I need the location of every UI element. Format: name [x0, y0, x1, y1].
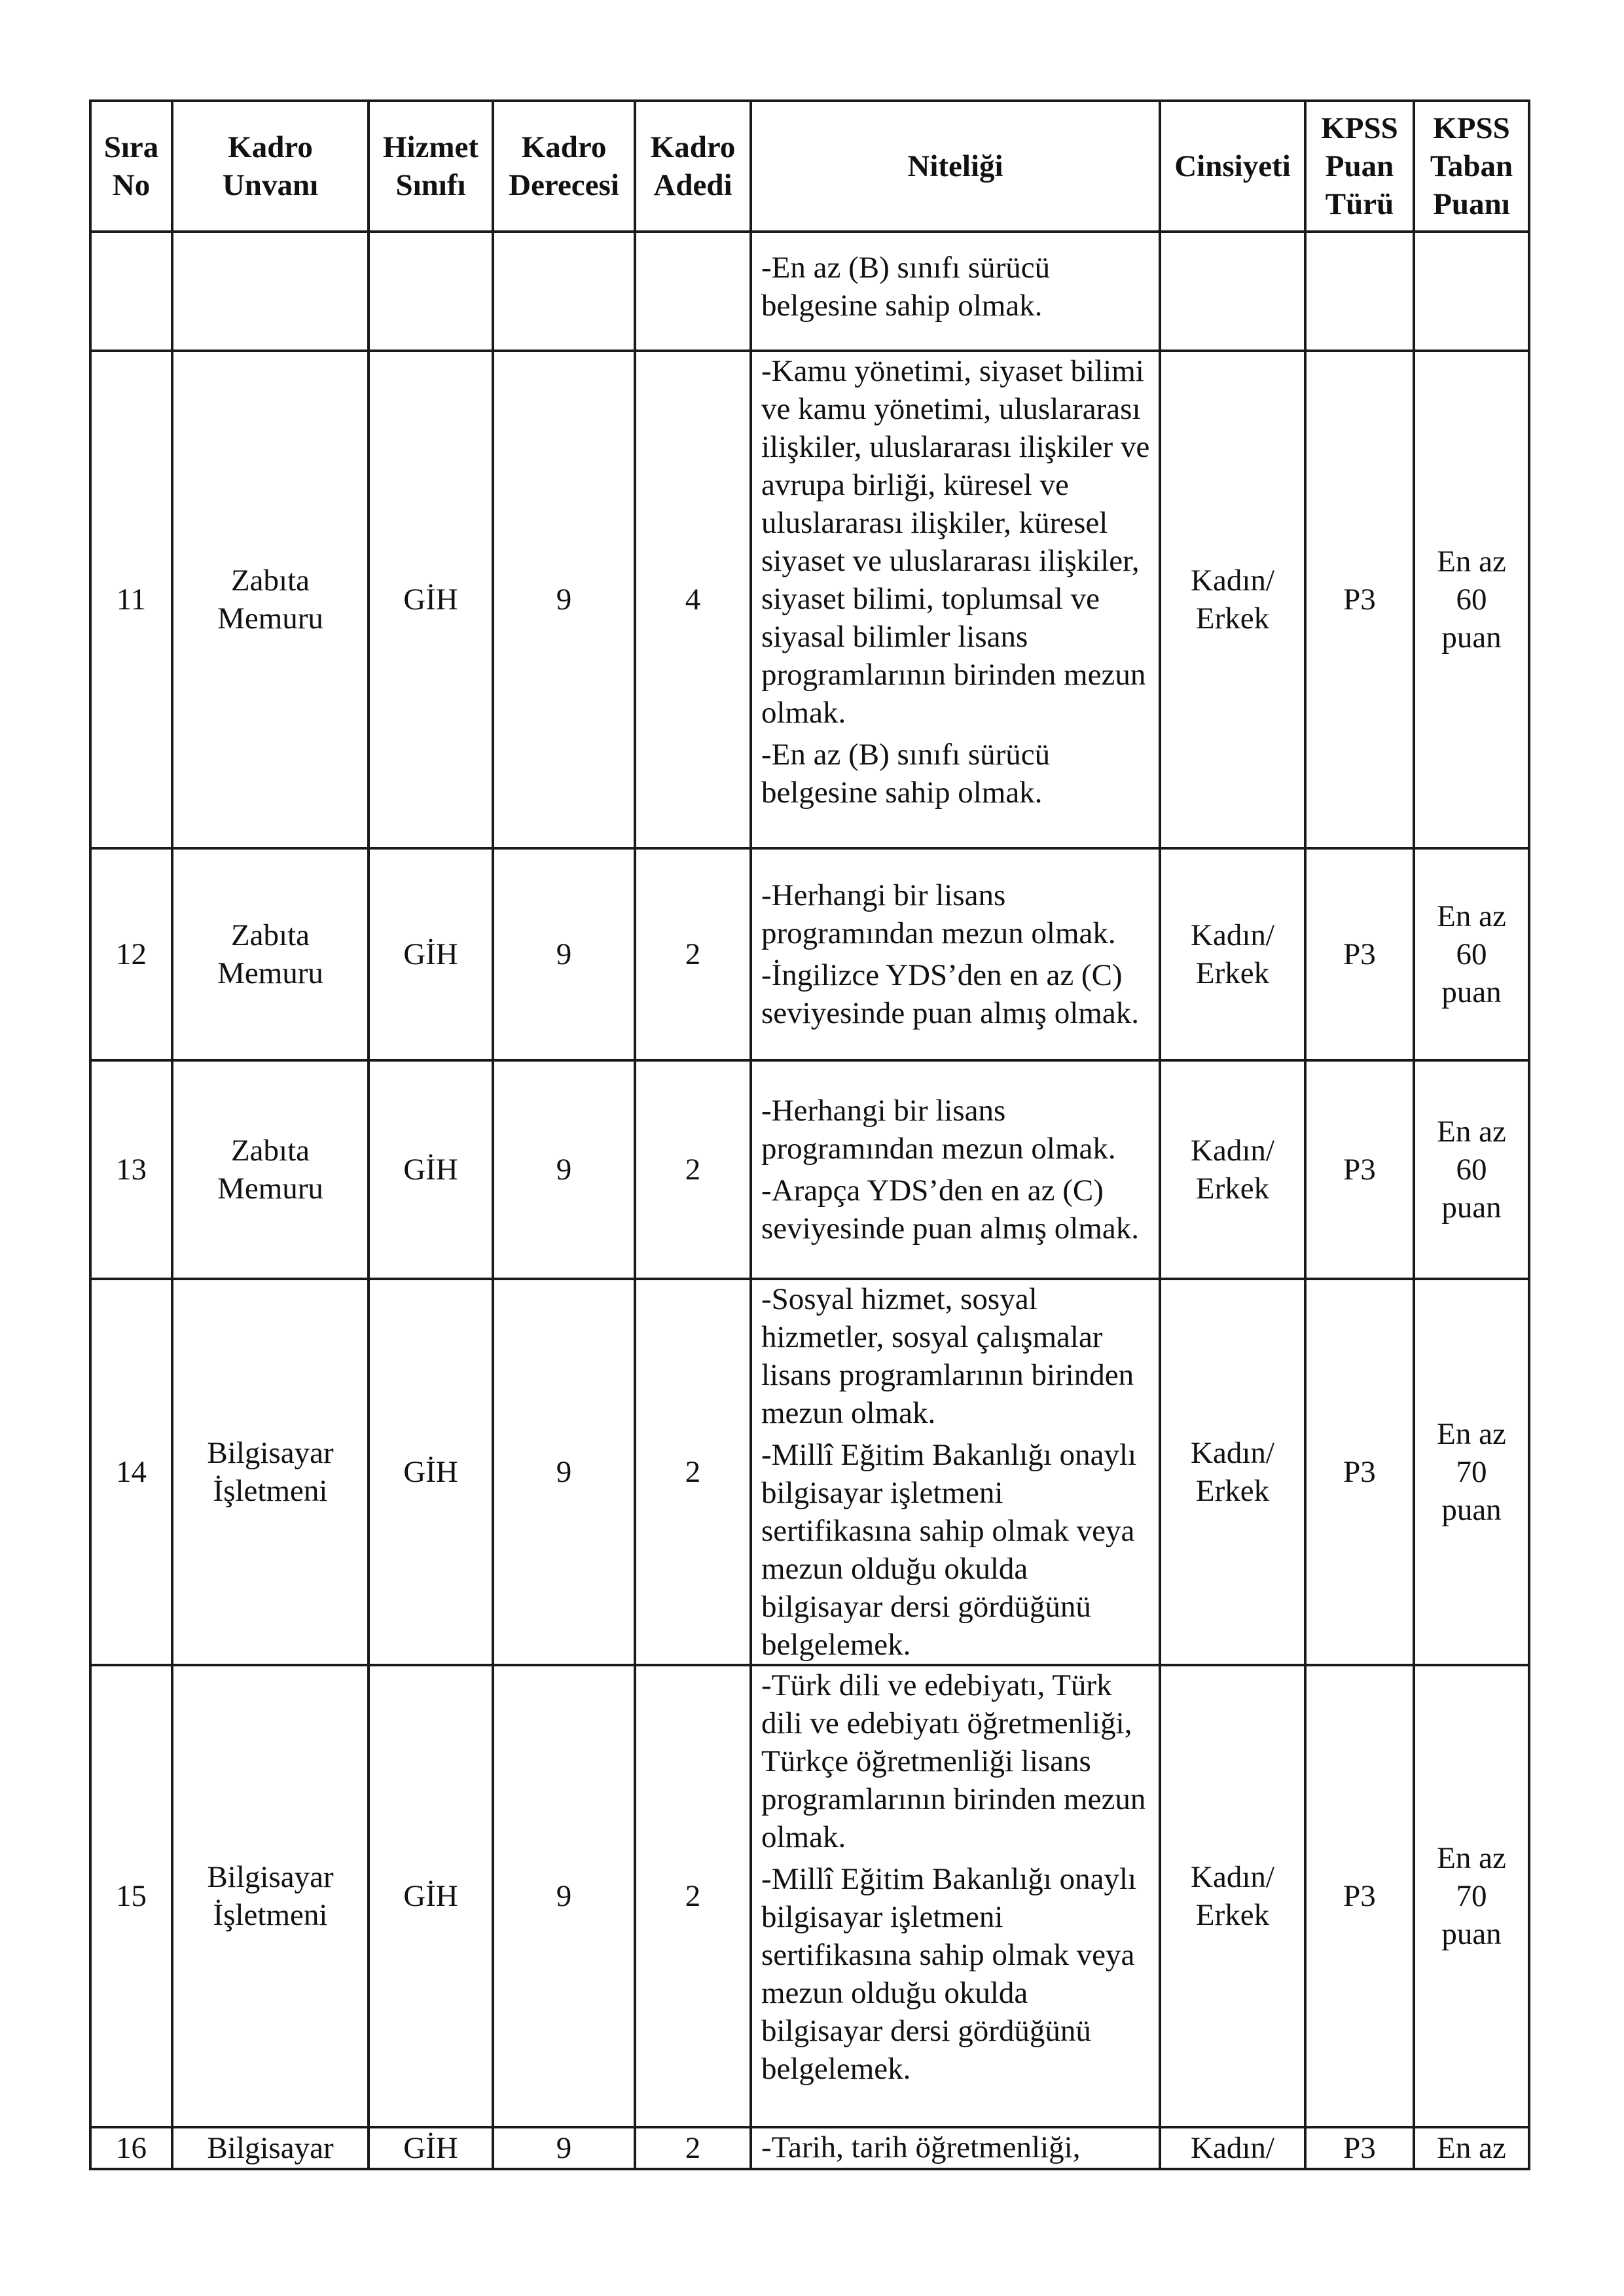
cell-kadro-unvani — [172, 232, 369, 351]
taban-line: 70 — [1456, 1455, 1487, 1489]
cell-kadro-unvani — [172, 848, 369, 1060]
unvan-line: Memuru — [217, 1172, 323, 1206]
cell-hizmet-sinifi — [369, 1665, 493, 2127]
cell-hizmet-sinifi — [369, 848, 493, 1060]
kadro-derecesi: 9 — [556, 2131, 572, 2165]
unvan-line: İşletmeni — [213, 1474, 328, 1508]
cell-sira-no — [90, 232, 172, 351]
nitelik-item: -Millî Eğitim Bakanlığı onaylı bilgisayar işletmeni sertifikasına sahip olmak veya mezun olduğu okulda bilgisayar dersi gördüğünü belgelemek. — [761, 1862, 1137, 2086]
cinsiyet-line: Kadın/ — [1191, 1134, 1274, 1168]
cell-niteligi — [751, 351, 1160, 848]
header-kadro-adedi: Kadro Adedi — [635, 101, 751, 232]
table-row — [90, 1279, 1529, 1665]
kadro-derecesi: 9 — [556, 1455, 572, 1489]
taban-line: puan — [1441, 620, 1502, 655]
cell-hizmet-sinifi — [369, 1279, 493, 1665]
cell-kpss-puan-turu — [1305, 1279, 1414, 1665]
cinsiyet-line: Erkek — [1195, 601, 1270, 636]
nitelik-item: -Arapça YDS’den en az (C) seviyesinde puan almış olmak. — [761, 1174, 1139, 1246]
taban-line: 70 — [1456, 1879, 1487, 1913]
kpss-puan-turu: P3 — [1343, 583, 1376, 617]
cell-kpss-taban-puani — [1414, 232, 1529, 351]
cell-kadro-adedi — [635, 848, 751, 1060]
cell-kpss-taban-puani — [1414, 351, 1529, 848]
table-row — [90, 2127, 1529, 2169]
kadro-adedi: 2 — [685, 1879, 701, 1913]
cell-kadro-adedi — [635, 1060, 751, 1279]
unvan-line: Zabıta — [230, 918, 310, 952]
kadro-adedi: 2 — [685, 937, 701, 971]
unvan-line: Bilgisayar — [207, 1860, 334, 1894]
kadro-adedi: 2 — [685, 1153, 701, 1187]
nitelik-item: -İngilizce YDS’den en az (C) seviyesinde puan almış olmak. — [761, 958, 1139, 1030]
unvan-line: Memuru — [217, 601, 323, 636]
cell-niteligi — [751, 1665, 1160, 2127]
sira-no: 15 — [116, 1879, 147, 1913]
header-kadro-unvani: Kadro Unvanı — [172, 101, 369, 232]
cell-sira-no — [90, 1665, 172, 2127]
cell-kpss-taban-puani — [1414, 2127, 1529, 2169]
cell-kpss-puan-turu — [1305, 1665, 1414, 2127]
cell-kadro-derecesi — [493, 2127, 635, 2169]
nitelik-item: -Millî Eğitim Bakanlığı onaylı bilgisayar işletmeni sertifikasına sahip olmak veya mezun olduğu okulda bilgisayar dersi gördüğünü belgelemek. — [761, 1438, 1137, 1662]
sira-no: 13 — [116, 1153, 147, 1187]
taban-line: En az — [1437, 1115, 1506, 1149]
unvan-line: Bilgisayar — [207, 2131, 334, 2165]
cell-cinsiyeti — [1160, 232, 1305, 351]
kadro-derecesi: 9 — [556, 1153, 572, 1187]
cell-kpss-puan-turu — [1305, 1060, 1414, 1279]
nitelik-item: -Türk dili ve edebiyatı, Türk dili ve edebiyatı öğretmenliği, Türkçe öğretmenliği lisans programlarının birinden mezun olmak. — [761, 1668, 1146, 1854]
unvan-line: Bilgisayar — [207, 1436, 334, 1470]
nitelik-item: -Tarih, tarih öğretmenliği, — [761, 2130, 1081, 2164]
cinsiyet-line: Kadın/ — [1191, 918, 1274, 952]
cell-sira-no — [90, 1060, 172, 1279]
cell-kpss-puan-turu — [1305, 2127, 1414, 2169]
cell-kadro-derecesi — [493, 848, 635, 1060]
hizmet-sinifi: GİH — [403, 2131, 458, 2165]
table-row — [90, 351, 1529, 848]
kadro-derecesi: 9 — [556, 937, 572, 971]
nitelik-item: -Herhangi bir lisans programından mezun olmak. — [761, 878, 1116, 950]
kpss-puan-turu: P3 — [1343, 1455, 1376, 1489]
cell-niteligi — [751, 232, 1160, 351]
sira-no: 16 — [116, 2131, 147, 2165]
cell-kadro-unvani — [172, 1665, 369, 2127]
kadro-table — [89, 99, 1530, 2170]
cell-kadro-adedi — [635, 1279, 751, 1665]
cell-kpss-puan-turu — [1305, 232, 1414, 351]
cell-kadro-unvani — [172, 351, 369, 848]
unvan-line: İşletmeni — [213, 1898, 328, 1932]
header-sira-no: Sıra No — [90, 101, 172, 232]
kpss-puan-turu: P3 — [1343, 1879, 1376, 1913]
taban-line: 60 — [1456, 1153, 1487, 1187]
cell-hizmet-sinifi — [369, 1060, 493, 1279]
cell-hizmet-sinifi — [369, 2127, 493, 2169]
header-cinsiyeti: Cinsiyeti — [1160, 101, 1305, 232]
cell-cinsiyeti — [1160, 1665, 1305, 2127]
cinsiyet-line: Kadın/ — [1191, 564, 1274, 598]
taban-line: En az — [1437, 545, 1506, 579]
cell-kadro-adedi — [635, 232, 751, 351]
hizmet-sinifi: GİH — [403, 1879, 458, 1913]
taban-line: puan — [1441, 1917, 1502, 1951]
cell-kadro-unvani — [172, 2127, 369, 2169]
header-row — [90, 101, 1529, 232]
taban-line: En az — [1437, 1417, 1506, 1451]
table-row — [90, 848, 1529, 1060]
cell-kadro-unvani — [172, 1060, 369, 1279]
hizmet-sinifi: GİH — [403, 1455, 458, 1489]
cell-kpss-puan-turu — [1305, 351, 1414, 848]
table-row — [90, 232, 1529, 351]
kpss-puan-turu: P3 — [1343, 2131, 1376, 2165]
cell-hizmet-sinifi — [369, 232, 493, 351]
nitelik-item: -Sosyal hizmet, sosyal hizmetler, sosyal çalışmalar lisans programlarının birinden mezun olmak. — [761, 1282, 1134, 1430]
cell-sira-no — [90, 1279, 172, 1665]
cell-niteligi — [751, 848, 1160, 1060]
cell-cinsiyeti — [1160, 848, 1305, 1060]
cinsiyet-line: Erkek — [1195, 1474, 1270, 1508]
kadro-derecesi: 9 — [556, 1879, 572, 1913]
header-kpss-taban-puani: KPSS Taban Puanı — [1414, 101, 1529, 232]
unvan-line: Memuru — [217, 956, 323, 990]
cell-kpss-taban-puani — [1414, 1665, 1529, 2127]
cell-sira-no — [90, 848, 172, 1060]
cell-kadro-adedi — [635, 351, 751, 848]
cell-kadro-derecesi — [493, 232, 635, 351]
cinsiyet-line: Kadın/ — [1191, 1860, 1274, 1894]
cell-niteligi — [751, 1060, 1160, 1279]
nitelik-item: -Kamu yönetimi, siyaset bilimi ve kamu yönetimi, uluslararası ilişkiler, uluslararası ilişkiler ve avrupa birliği, küresel ve uluslararası ilişkiler, küresel siyaset ve uluslararası ilişkiler, siyaset bilimi, toplumsal ve siyasal bilimler lisans programlarının birinden mezun olmak. — [761, 354, 1150, 730]
unvan-line: Zabıta — [230, 564, 310, 598]
kadro-derecesi: 9 — [556, 583, 572, 617]
cell-sira-no — [90, 351, 172, 848]
cinsiyet-line: Erkek — [1195, 1898, 1270, 1932]
kpss-puan-turu: P3 — [1343, 937, 1376, 971]
taban-line: 60 — [1456, 937, 1487, 971]
table-row — [90, 1060, 1529, 1279]
nitelik-item: -En az (B) sınıfı sürücü belgesine sahip olmak. — [761, 251, 1051, 323]
header-hizmet-sinifi: Hizmet Sınıfı — [369, 101, 493, 232]
cell-kadro-adedi — [635, 2127, 751, 2169]
cell-kpss-taban-puani — [1414, 1279, 1529, 1665]
taban-line: puan — [1441, 975, 1502, 1009]
cell-cinsiyeti — [1160, 1279, 1305, 1665]
table-body — [90, 232, 1529, 2169]
hizmet-sinifi: GİH — [403, 1153, 458, 1187]
nitelik-item: -Herhangi bir lisans programından mezun olmak. — [761, 1094, 1116, 1166]
header-kpss-puan-turu: KPSS Puan Türü — [1305, 101, 1414, 232]
taban-line: En az — [1437, 2131, 1506, 2165]
cell-kadro-derecesi — [493, 1665, 635, 2127]
cell-kpss-puan-turu — [1305, 848, 1414, 1060]
cell-hizmet-sinifi — [369, 351, 493, 848]
cinsiyet-line: Kadın/ — [1191, 1436, 1274, 1470]
cell-kadro-derecesi — [493, 351, 635, 848]
cell-kadro-derecesi — [493, 1279, 635, 1665]
taban-line: En az — [1437, 1841, 1506, 1875]
table-row — [90, 1665, 1529, 2127]
cell-cinsiyeti — [1160, 1060, 1305, 1279]
header-kadro-derecesi: Kadro Derecesi — [493, 101, 635, 232]
cell-kadro-derecesi — [493, 1060, 635, 1279]
kadro-adedi: 4 — [685, 583, 701, 617]
taban-line: puan — [1441, 1191, 1502, 1225]
cell-cinsiyeti — [1160, 2127, 1305, 2169]
kadro-adedi: 2 — [685, 2131, 701, 2165]
cinsiyet-line: Erkek — [1195, 956, 1270, 990]
taban-line: En az — [1437, 899, 1506, 933]
cinsiyet-line: Kadın/ — [1191, 2131, 1274, 2165]
cell-kpss-taban-puani — [1414, 1060, 1529, 1279]
hizmet-sinifi: GİH — [403, 583, 458, 617]
sira-no: 12 — [116, 937, 147, 971]
cell-niteligi — [751, 1279, 1160, 1665]
cell-kadro-adedi — [635, 1665, 751, 2127]
cell-niteligi — [751, 2127, 1160, 2169]
cell-cinsiyeti — [1160, 351, 1305, 848]
cell-sira-no — [90, 2127, 172, 2169]
nitelik-item: -En az (B) sınıfı sürücü belgesine sahip olmak. — [761, 738, 1051, 810]
sira-no: 11 — [116, 583, 147, 617]
cinsiyet-line: Erkek — [1195, 1172, 1270, 1206]
cell-kadro-unvani — [172, 1279, 369, 1665]
sira-no: 14 — [116, 1455, 147, 1489]
cell-kpss-taban-puani — [1414, 848, 1529, 1060]
taban-line: puan — [1441, 1493, 1502, 1527]
unvan-line: Zabıta — [230, 1134, 310, 1168]
kadro-adedi: 2 — [685, 1455, 701, 1489]
header-niteligi: Niteliği — [751, 101, 1160, 232]
taban-line: 60 — [1456, 583, 1487, 617]
kpss-puan-turu: P3 — [1343, 1153, 1376, 1187]
hizmet-sinifi: GİH — [403, 937, 458, 971]
